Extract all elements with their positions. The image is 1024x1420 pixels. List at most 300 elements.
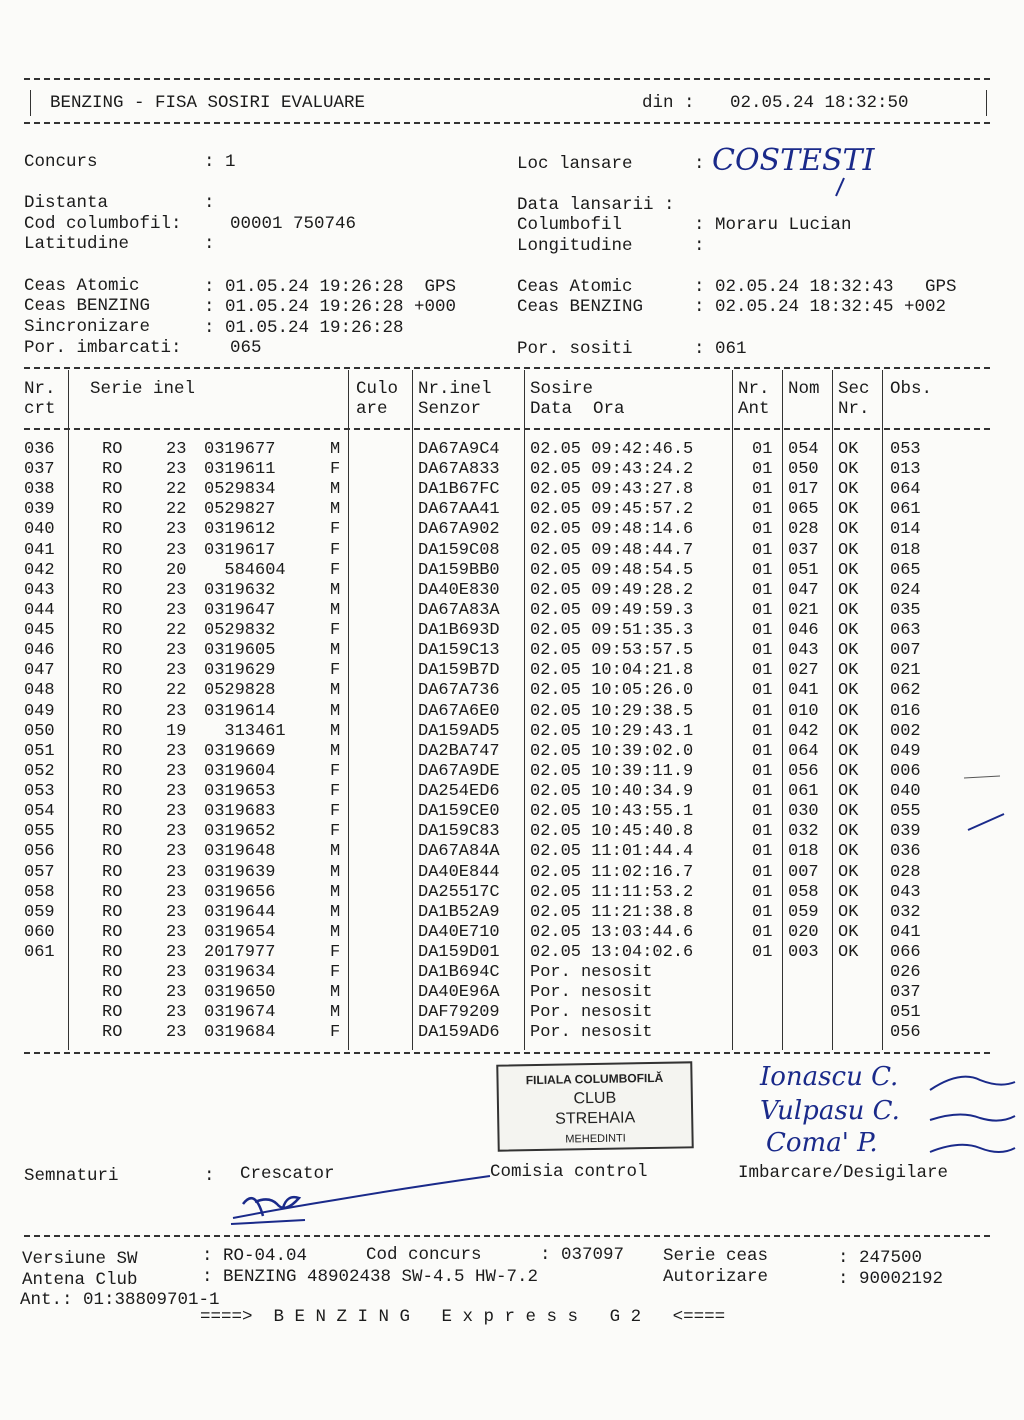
cell-country: RO	[102, 882, 123, 902]
cell-sex: F	[330, 802, 341, 822]
por-sositi-label: Por. sositi	[517, 339, 633, 359]
cell-sex: M	[330, 902, 341, 922]
cell-obs: 066	[890, 943, 921, 962]
cell-country: RO	[102, 1023, 123, 1043]
cell-sec: OK	[838, 440, 859, 459]
cell-ring: 0319648	[204, 842, 276, 862]
cell-senzor: DA1B52A9	[418, 902, 500, 922]
cell-sec: OK	[838, 661, 859, 681]
cell-nr: 047	[24, 661, 55, 681]
cell-year: 23	[166, 761, 187, 781]
cell-sosire: 02.05 09:43:24.2	[530, 460, 694, 480]
cell-year: 23	[166, 922, 187, 942]
cell-obs: 056	[890, 1023, 921, 1043]
cell-sex: M	[330, 1003, 341, 1023]
cell-country: RO	[102, 862, 123, 882]
comisia-label: Comisia control	[490, 1162, 648, 1182]
autorizare-value: : 90002192	[838, 1269, 944, 1289]
cell-country: RO	[102, 761, 123, 781]
cell-obs: 018	[890, 540, 921, 560]
cell-country: RO	[102, 460, 123, 480]
cell-senzor: DA2BA747	[418, 741, 500, 761]
cod-concurs-label: Cod concurs	[366, 1245, 482, 1265]
cell-nom: 051	[788, 560, 819, 580]
cell-ant: 01	[752, 782, 773, 802]
cell-year: 23	[166, 701, 187, 721]
cell-ant: 01	[752, 943, 773, 962]
cell-year: 23	[166, 460, 187, 480]
cell-sosire: 02.05 11:21:38.8	[530, 902, 694, 922]
cell-senzor: DA67AA41	[418, 500, 500, 520]
cell-obs: 064	[890, 480, 921, 500]
cell-obs: 039	[890, 822, 921, 842]
cell-senzor: DA40E710	[418, 922, 500, 942]
sincronizare-value: : 01.05.24 19:26:28	[204, 318, 404, 338]
cell-ant: 01	[752, 480, 773, 500]
cell-obs: 040	[890, 782, 921, 802]
cell-nr: 039	[24, 500, 55, 520]
cell-sex: M	[330, 721, 341, 741]
cell-nr: 045	[24, 621, 55, 641]
concurs-label: Concurs	[24, 152, 98, 172]
cell-country: RO	[102, 1003, 123, 1023]
cell-year: 19	[166, 721, 187, 741]
cell-ant: 01	[752, 641, 773, 661]
stamp-line-4: MEHEDINTI	[565, 1132, 626, 1146]
cell-sex: M	[330, 641, 341, 661]
col-header-nr-inel: Nr.inel	[418, 379, 492, 399]
cell-nr: 040	[24, 520, 55, 540]
cell-nom: 041	[788, 681, 819, 701]
col-sep	[68, 370, 69, 1050]
cell-ant: 01	[752, 460, 773, 480]
cell-country: RO	[102, 580, 123, 600]
cell-sec: OK	[838, 500, 859, 520]
cell-country: RO	[102, 782, 123, 802]
cod-columbofil-label: Cod columbofil:	[24, 214, 182, 234]
cell-nr: 059	[24, 902, 55, 922]
cell-ring: 0319653	[204, 782, 276, 802]
handwritten-mark	[830, 176, 850, 200]
cell-sex: M	[330, 580, 341, 600]
cell-nr: 043	[24, 580, 55, 600]
cell-obs: 049	[890, 741, 921, 761]
cell-nom: 028	[788, 520, 819, 540]
cell-ant: 01	[752, 741, 773, 761]
ceas-atomic-start-value: : 01.05.24 19:26:28 GPS	[204, 277, 457, 297]
latitudine-label: Latitudine	[24, 234, 130, 254]
cell-ant: 01	[752, 922, 773, 942]
cell-obs: 006	[890, 761, 921, 781]
cell-sosire: 02.05 09:49:59.3	[530, 600, 694, 620]
cell-ant: 01	[752, 761, 773, 781]
ceas-benzing-end-label: Ceas BENZING	[517, 297, 644, 317]
cell-year: 23	[166, 540, 187, 560]
cell-country: RO	[102, 600, 123, 620]
cell-nr: 056	[24, 842, 55, 862]
cell-sosire: 02.05 10:40:34.9	[530, 782, 694, 802]
cell-sosire: 02.05 09:49:28.2	[530, 580, 694, 600]
cell-year: 23	[166, 600, 187, 620]
imbarcare-label: Imbarcare/Desigilare	[738, 1163, 949, 1183]
cell-sex: M	[330, 480, 341, 500]
serie-ceas-label: Serie ceas	[663, 1246, 769, 1266]
cell-ant: 01	[752, 560, 773, 580]
cell-year: 23	[166, 440, 187, 459]
cell-ant: 01	[752, 540, 773, 560]
cell-country: RO	[102, 922, 123, 942]
cell-senzor: DA159C08	[418, 540, 500, 560]
cell-senzor: DA40E96A	[418, 983, 500, 1003]
cell-nom: 020	[788, 922, 819, 942]
header-top-border	[24, 78, 990, 80]
cell-sex: M	[330, 842, 341, 862]
cell-year: 23	[166, 983, 187, 1003]
cell-nom: 043	[788, 641, 819, 661]
cell-sex: F	[330, 761, 341, 781]
cell-senzor: DA159BB0	[418, 560, 500, 580]
columbofil-label: Columbofil	[517, 215, 623, 235]
semnaturi-label: Semnaturi	[24, 1166, 119, 1186]
cell-nr: 061	[24, 943, 55, 962]
cell-sec: OK	[838, 580, 859, 600]
cell-year: 23	[166, 882, 187, 902]
cell-nr: 038	[24, 480, 55, 500]
cell-country: RO	[102, 621, 123, 641]
cell-nr: 050	[24, 721, 55, 741]
cell-senzor: DA67A6E0	[418, 701, 500, 721]
cell-year: 23	[166, 943, 187, 962]
cell-sosire: 02.05 09:51:35.3	[530, 621, 694, 641]
cell-obs: 024	[890, 580, 921, 600]
cell-year: 22	[166, 681, 187, 701]
col-header-nr: Nr.	[24, 379, 56, 399]
handwritten-signature-1: Ionascu C.	[760, 1062, 899, 1092]
cell-sec: OK	[838, 520, 859, 540]
cell-year: 23	[166, 1023, 187, 1043]
cell-country: RO	[102, 641, 123, 661]
cell-obs: 036	[890, 842, 921, 862]
handwritten-signature-2: Vulpasu C.	[760, 1096, 900, 1126]
cell-sosire: 02.05 09:48:14.6	[530, 520, 694, 540]
cell-sex: M	[330, 922, 341, 942]
col-sep	[832, 370, 833, 1050]
cell-sex: M	[330, 882, 341, 902]
cell-nr: 054	[24, 802, 55, 822]
cell-ring: 0319614	[204, 701, 276, 721]
cell-obs: 013	[890, 460, 921, 480]
cell-ring: 0319644	[204, 902, 276, 922]
cell-year: 23	[166, 1003, 187, 1023]
cell-obs: 062	[890, 681, 921, 701]
cell-nom: 037	[788, 540, 819, 560]
cell-nr: 036	[24, 440, 55, 459]
cell-sex: F	[330, 621, 341, 641]
col-header-crt: crt	[24, 399, 56, 419]
cell-nr: 055	[24, 822, 55, 842]
cell-sex: F	[330, 460, 341, 480]
por-imbarcati-label: Por. imbarcati:	[24, 338, 182, 358]
table-top-border	[24, 367, 990, 369]
cell-sosire: 02.05 09:43:27.8	[530, 480, 694, 500]
cell-obs: 035	[890, 600, 921, 620]
sincronizare-label: Sincronizare	[24, 317, 151, 337]
brand-line: ====> B E N Z I N G E x p r e s s G 2 <====	[200, 1307, 726, 1327]
cell-senzor: DA1B694C	[418, 963, 500, 983]
distanta-label: Distanta	[24, 193, 109, 213]
cell-nr: 052	[24, 761, 55, 781]
cell-sex: M	[330, 500, 341, 520]
cell-sec: OK	[838, 902, 859, 922]
col-header-sec-nr: Nr.	[838, 399, 870, 419]
cell-sec: OK	[838, 943, 859, 962]
cell-year: 20	[166, 560, 187, 580]
loc-lansare-sep: :	[694, 154, 705, 174]
cell-obs: 041	[890, 922, 921, 942]
cell-ring: 584604	[204, 560, 286, 580]
cell-ring: 0319650	[204, 983, 276, 1003]
cell-sex: F	[330, 560, 341, 580]
cell-ant: 01	[752, 621, 773, 641]
antena-value: : BENZING 48902438 SW-4.5 HW-7.2	[202, 1267, 539, 1287]
cell-nr: 044	[24, 600, 55, 620]
ceas-atomic-end-label: Ceas Atomic	[517, 277, 633, 297]
cell-ring: 0529827	[204, 500, 276, 520]
ceas-benzing-end-value: : 02.05.24 18:32:45 +002	[694, 297, 947, 317]
cell-senzor: DA1B693D	[418, 621, 500, 641]
header-right-border	[986, 90, 987, 116]
header-bottom-border	[24, 122, 990, 124]
col-sep	[524, 370, 525, 1050]
cell-year: 23	[166, 842, 187, 862]
cell-nom: 058	[788, 882, 819, 902]
cell-country: RO	[102, 540, 123, 560]
col-header-culo: Culo	[356, 379, 399, 399]
cell-sex: F	[330, 943, 341, 962]
cell-ring: 0319654	[204, 922, 276, 942]
cell-sex: M	[330, 681, 341, 701]
cell-sosire: 02.05 09:42:46.5	[530, 440, 694, 459]
cell-ant: 01	[752, 902, 773, 922]
cell-ant: 01	[752, 580, 773, 600]
longitudine-label: Longitudine	[517, 236, 633, 256]
cell-sex: F	[330, 520, 341, 540]
col-header-nr-ant: Nr.	[738, 379, 770, 399]
cell-nom: 056	[788, 761, 819, 781]
latitudine-value: :	[204, 234, 215, 254]
longitudine-value: :	[694, 236, 705, 256]
cell-ant: 01	[752, 721, 773, 741]
cell-sec: OK	[838, 922, 859, 942]
cell-sex: F	[330, 661, 341, 681]
columbofil-value: : Moraru Lucian	[694, 215, 852, 235]
cell-country: RO	[102, 802, 123, 822]
cell-country: RO	[102, 500, 123, 520]
cell-sosire: 02.05 10:05:26.0	[530, 681, 694, 701]
cell-sec: OK	[838, 701, 859, 721]
cell-sosire: 02.05 10:39:02.0	[530, 741, 694, 761]
cell-ring: 0529832	[204, 621, 276, 641]
stamp-line-3: STREHAIA	[555, 1109, 636, 1128]
cell-nom: 050	[788, 460, 819, 480]
cell-nom: 021	[788, 600, 819, 620]
cell-country: RO	[102, 480, 123, 500]
cell-senzor: DA254ED6	[418, 782, 500, 802]
col-header-ant: Ant	[738, 399, 770, 419]
cell-sec: OK	[838, 842, 859, 862]
cell-senzor: DA159B7D	[418, 661, 500, 681]
cell-country: RO	[102, 440, 123, 459]
cell-country: RO	[102, 661, 123, 681]
cell-senzor: DA25517C	[418, 882, 500, 902]
cell-year: 23	[166, 782, 187, 802]
cell-nr: 057	[24, 862, 55, 882]
club-stamp	[496, 1061, 693, 1151]
ceas-atomic-start-label: Ceas Atomic	[24, 276, 140, 296]
cell-sec: OK	[838, 621, 859, 641]
cell-sex: M	[330, 600, 341, 620]
stamp-line-2: CLUB	[573, 1089, 617, 1108]
cell-sec: OK	[838, 560, 859, 580]
col-sep	[732, 370, 733, 1050]
cell-sosire: 02.05 09:53:57.5	[530, 641, 694, 661]
col-header-sosire: Sosire	[530, 379, 594, 399]
cell-senzor: DA159CE0	[418, 802, 500, 822]
cell-obs: 055	[890, 802, 921, 822]
cell-sec: OK	[838, 681, 859, 701]
cell-obs: 032	[890, 902, 921, 922]
cell-country: RO	[102, 842, 123, 862]
cell-ring: 0319604	[204, 761, 276, 781]
cell-sex: F	[330, 540, 341, 560]
cell-sosire: Por. nesosit	[530, 983, 653, 1003]
stamp-line-1: FILIALA COLUMBOFILĂ	[525, 1070, 664, 1088]
cell-sex: M	[330, 701, 341, 721]
col-sep	[412, 370, 413, 1050]
col-sep	[348, 370, 349, 1050]
cell-year: 22	[166, 480, 187, 500]
cell-obs: 063	[890, 621, 921, 641]
cell-nom: 003	[788, 943, 819, 962]
cell-sec: OK	[838, 460, 859, 480]
cell-obs: 061	[890, 500, 921, 520]
cell-nom: 017	[788, 480, 819, 500]
cell-ring: 0319605	[204, 641, 276, 661]
cell-year: 23	[166, 661, 187, 681]
cell-country: RO	[102, 681, 123, 701]
cell-ring: 0319652	[204, 822, 276, 842]
cell-nom: 042	[788, 721, 819, 741]
cell-obs: 021	[890, 661, 921, 681]
cell-year: 23	[166, 902, 187, 922]
cell-ring: 0319684	[204, 1023, 276, 1043]
cell-obs: 016	[890, 701, 921, 721]
crescator-label: Crescator	[240, 1164, 335, 1184]
cell-senzor: DA67A83A	[418, 600, 500, 620]
cell-ant: 01	[752, 600, 773, 620]
cell-nom: 047	[788, 580, 819, 600]
cell-sex: F	[330, 782, 341, 802]
cell-nom: 061	[788, 782, 819, 802]
cell-obs: 026	[890, 963, 921, 983]
cell-sec: OK	[838, 540, 859, 560]
cell-ant: 01	[752, 681, 773, 701]
cell-sosire: 02.05 10:45:40.8	[530, 822, 694, 842]
cell-year: 22	[166, 621, 187, 641]
cod-columbofil-value: 00001 750746	[230, 214, 357, 234]
cell-nr: 037	[24, 460, 55, 480]
cell-sosire: 02.05 13:04:02.6	[530, 943, 694, 962]
cell-year: 23	[166, 641, 187, 661]
col-header-serie-inel: Serie inel	[90, 379, 196, 399]
cell-sosire: 02.05 09:48:54.5	[530, 560, 694, 580]
cell-ring: 0319674	[204, 1003, 276, 1023]
cell-sex: M	[330, 741, 341, 761]
cell-senzor: DA159C83	[418, 822, 500, 842]
cell-nr: 042	[24, 560, 55, 580]
cell-ring: 0319677	[204, 440, 276, 459]
cell-ring: 0319656	[204, 882, 276, 902]
antena-id: Ant.: 01:38809701-1	[20, 1290, 220, 1310]
cell-ring: 0319639	[204, 862, 276, 882]
cell-ring: 0319629	[204, 661, 276, 681]
crescator-signature-icon	[225, 1168, 495, 1230]
versiune-value: : RO-04.04	[202, 1246, 308, 1266]
cell-senzor: DAF79209	[418, 1003, 500, 1023]
semnaturi-sep: :	[204, 1166, 215, 1186]
cell-obs: 007	[890, 641, 921, 661]
cell-sex: M	[330, 983, 341, 1003]
footer-top-border	[24, 1235, 990, 1237]
cell-nr: 049	[24, 701, 55, 721]
cell-sosire: 02.05 09:45:57.2	[530, 500, 694, 520]
cell-senzor: DA1B67FC	[418, 480, 500, 500]
cell-country: RO	[102, 741, 123, 761]
cell-obs: 014	[890, 520, 921, 540]
cell-senzor: DA159D01	[418, 943, 500, 962]
cell-country: RO	[102, 822, 123, 842]
cell-ring: 0319683	[204, 802, 276, 822]
report-datetime: 02.05.24 18:32:50	[730, 93, 909, 113]
cell-ring: 0319634	[204, 963, 276, 983]
cell-year: 23	[166, 520, 187, 540]
cell-sec: OK	[838, 480, 859, 500]
cell-sec: OK	[838, 641, 859, 661]
cell-ring: 2017977	[204, 943, 276, 962]
col-header-sec: Sec	[838, 379, 870, 399]
cell-country: RO	[102, 963, 123, 983]
concurs-value: : 1	[204, 152, 236, 172]
cell-sosire: 02.05 10:43:55.1	[530, 802, 694, 822]
loc-lansare-handwritten: COSTESTI	[712, 143, 875, 178]
cell-ring: 0319617	[204, 540, 276, 560]
cell-year: 22	[166, 500, 187, 520]
cell-senzor: DA159AD5	[418, 721, 500, 741]
cell-nom: 064	[788, 741, 819, 761]
cell-nom: 032	[788, 822, 819, 842]
cell-nr: 053	[24, 782, 55, 802]
data-lansarii-label: Data lansarii :	[517, 195, 675, 215]
cell-ant: 01	[752, 822, 773, 842]
header-left-border	[30, 90, 31, 116]
cell-year: 23	[166, 822, 187, 842]
cell-ant: 01	[752, 862, 773, 882]
cell-year: 23	[166, 741, 187, 761]
cell-country: RO	[102, 902, 123, 922]
cell-sec: OK	[838, 882, 859, 902]
col-header-are: are	[356, 399, 388, 419]
cell-year: 23	[166, 862, 187, 882]
